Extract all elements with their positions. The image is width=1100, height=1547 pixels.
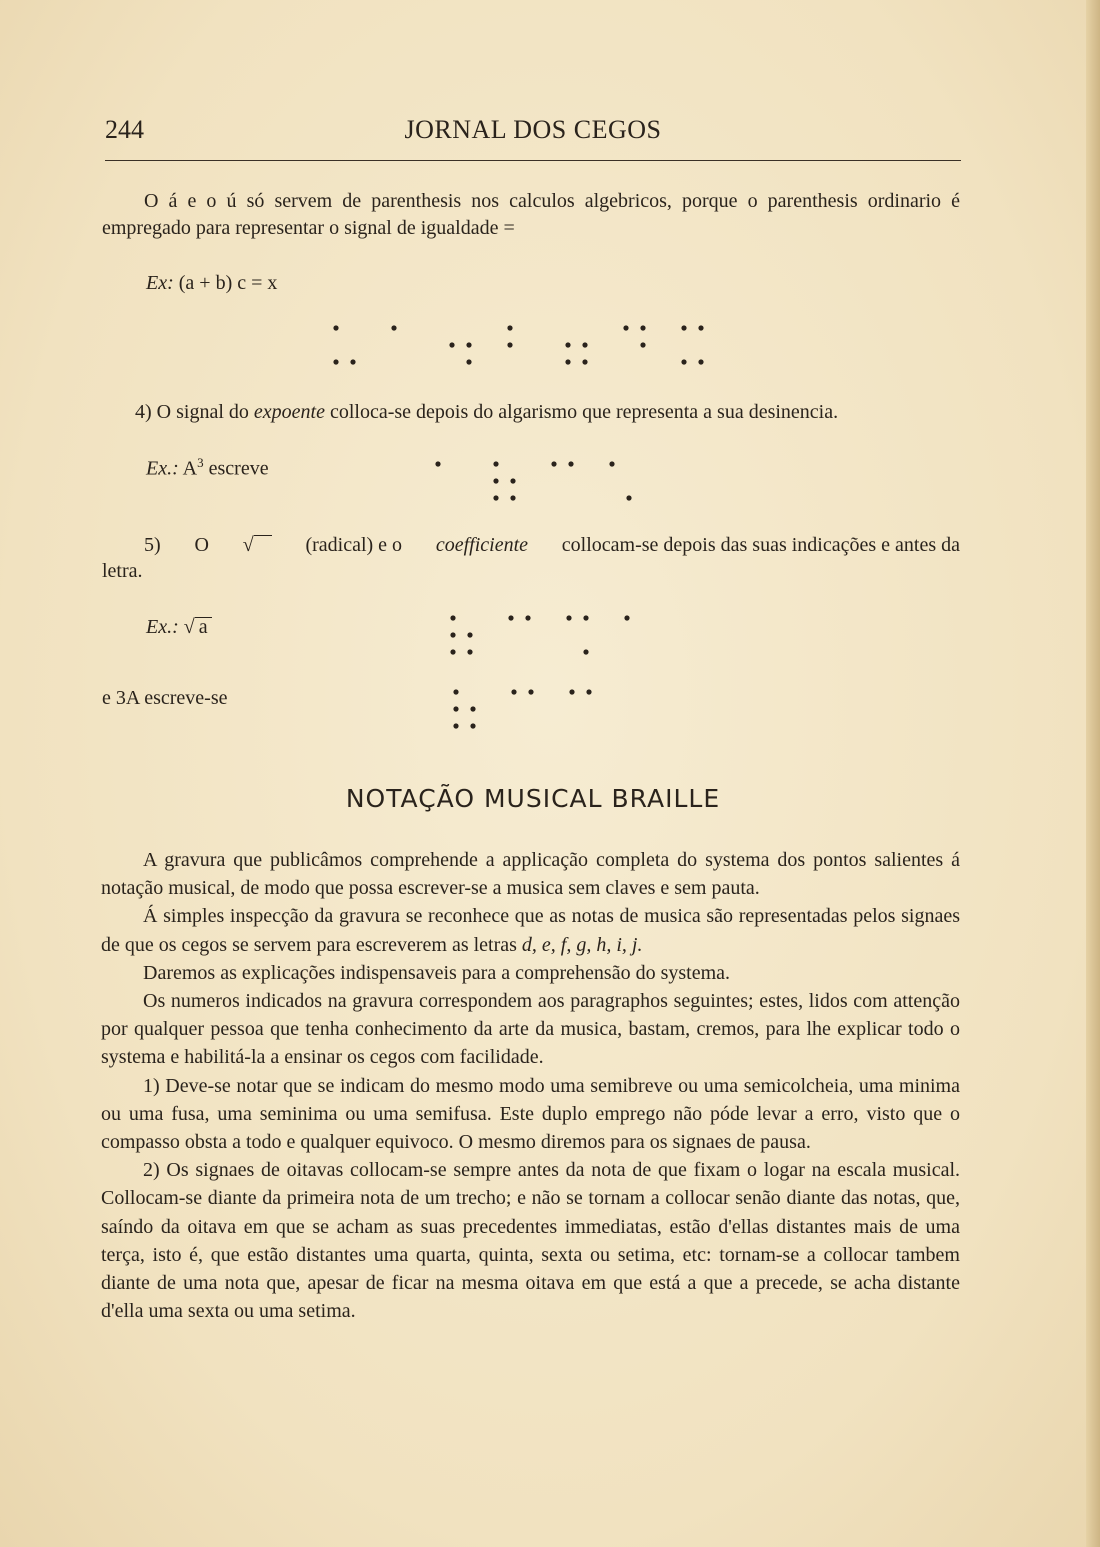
braille-dot: [449, 342, 454, 347]
rule4-line: [135, 401, 838, 424]
example2-verb: escreve: [208, 457, 269, 480]
header-rule: [105, 160, 961, 161]
example1-expression: (a + b) c = x: [178, 272, 278, 294]
braille-example3: [447, 612, 647, 668]
section-paragraph-2: Á simples inspecção da gravura se reconhece que as notas de musica são representadas pelos signaes de que os cegos se servem para escreverem as letras d, e, f, g, h, i, j.: [101, 905, 960, 956]
example3-line: [146, 616, 212, 639]
rule4-emphasis: expoente: [253, 401, 325, 423]
section-paragraph-3: Daremos as explicações indispensaveis para a comprehensão do systema.: [143, 961, 731, 984]
section-body: [101, 846, 960, 1325]
page-number: 244: [105, 115, 144, 144]
braille-dot: [466, 342, 471, 347]
braille-dot: [333, 359, 338, 364]
braille-dot: [435, 461, 440, 466]
braille-dot: [453, 689, 458, 694]
braille-dot: [626, 495, 631, 500]
section-paragraph-6: 2) Os signaes de oitavas collocam-se sempre antes da nota de que fixam o logar na escala musical. Collocam-se diante da primeira nota de um trecho; e não se tornam a collocar senão diante das notas, que, saíndo da oitava em que se acham as suas precedentes immediatas, estão d'ellas distantes mais de uma terça, isto é, que estão distantes uma quarta, quinta, sexta ou setima, etc: tornam-se a collocar tambem diante de uma nota que, apesar de ficar na mesma oitava em que está a que a precede, se acha distante d'ella uma sexta ou uma setima.: [101, 1159, 960, 1323]
braille-example4: [450, 686, 650, 742]
rule4-text-after: colloca-se depois do algarismo que representa a sua desinencia.: [329, 401, 839, 423]
braille-dot: [450, 632, 455, 637]
braille-dot: [333, 325, 338, 330]
braille-dot: [569, 689, 574, 694]
page-header: [105, 115, 961, 151]
journal-title: JORNAL DOS CEGOS: [404, 115, 662, 144]
braille-dot: [493, 495, 498, 500]
braille-dot: [450, 615, 455, 620]
braille-dot: [467, 632, 472, 637]
intro-paragraph: O á e o ú só servem de parenthesis nos calculos algebricos, porque o parenthesis ordinario é empregado para representar o signal de igualdade =: [102, 190, 960, 239]
braille-dot: [511, 689, 516, 694]
example2-line: [146, 455, 269, 481]
braille-example2: [432, 458, 632, 514]
braille-dot: [566, 615, 571, 620]
section-paragraph-4: Os numeros indicados na gravura correspondem aos paragraphos seguintes; estes, lidos com attenção por qualquer pessoa que tenha conhecimento da arte da musica, bastam, cremos, para lhe explicar todo o systema e habilitá-la a ensinar os cegos com facilidade.: [101, 990, 960, 1069]
braille-dot: [623, 325, 628, 330]
braille-dot: [568, 461, 573, 466]
braille-dot: [583, 649, 588, 654]
rule5-text-b: (radical) e o: [305, 534, 403, 556]
example2-base: A: [182, 457, 198, 480]
braille-dot: [624, 615, 629, 620]
braille-example1: [330, 322, 750, 378]
rule5-number: 5): [144, 534, 161, 556]
braille-dot: [681, 325, 686, 330]
rule4-number: 4): [135, 401, 152, 423]
radical-icon: √ a: [184, 616, 212, 639]
braille-dot: [493, 478, 498, 483]
rule5-text-c: collocam-se depois das suas indicações e antes da: [561, 534, 960, 556]
braille-dot: [350, 359, 355, 364]
braille-dot: [466, 359, 471, 364]
section-paragraph-5: 1) Deve-se notar que se indicam do mesmo modo uma semibreve ou uma semicolcheia, uma minima ou uma fusa, uma seminima ou uma semifusa. Este duplo emprego não póde levar a erro, visto que o compasso obsta a todo e qualquer equivoco. O mesmo diremos para os signaes de pausa.: [101, 1074, 960, 1154]
braille-dot: [565, 359, 570, 364]
rule5-text-d: letra.: [102, 560, 143, 582]
page-edge: [1086, 0, 1100, 1547]
braille-dot: [467, 649, 472, 654]
braille-dot: [453, 706, 458, 711]
example1-label: Ex:: [146, 272, 174, 294]
braille-dot: [470, 723, 475, 728]
braille-dot: [551, 461, 556, 466]
braille-dot: [450, 649, 455, 654]
braille-dot: [453, 723, 458, 728]
example4-text: e 3A escreve-se: [102, 687, 228, 709]
rule5-emphasis: coefficiente: [435, 534, 529, 556]
example2-label: Ex.:: [146, 457, 179, 480]
braille-dot: [525, 615, 530, 620]
braille-dot: [586, 689, 591, 694]
example2-superscript: 3: [197, 455, 204, 470]
braille-dot: [681, 359, 686, 364]
braille-dot: [582, 359, 587, 364]
section-paragraph-2-letters: d, e, f, g, h, i, j.: [521, 933, 643, 956]
braille-dot: [510, 478, 515, 483]
braille-dot: [698, 359, 703, 364]
braille-dot: [493, 461, 498, 466]
rule4-text-before: O signal do: [156, 401, 249, 423]
radical-symbol: √: [242, 534, 254, 556]
braille-dot: [470, 706, 475, 711]
braille-dot: [507, 342, 512, 347]
braille-dot: [583, 615, 588, 620]
radical-icon: [243, 534, 272, 557]
braille-dot: [698, 325, 703, 330]
example1-line: [146, 272, 277, 295]
example3-radicand: a: [195, 617, 212, 636]
braille-dot: [565, 342, 570, 347]
braille-dot: [510, 495, 515, 500]
braille-dot: [582, 342, 587, 347]
example3-label: Ex.:: [146, 616, 179, 638]
braille-dot: [508, 615, 513, 620]
section-paragraph-1: A gravura que publicâmos comprehende a applicação completa do systema dos pontos salientes á notação musical, de modo que possa escrever-se a musica sem claves e sem pauta.: [101, 849, 960, 900]
braille-dot: [391, 325, 396, 330]
braille-dot: [609, 461, 614, 466]
braille-dot: [507, 325, 512, 330]
rule5-text-a: O: [194, 534, 209, 556]
rule5-line: [144, 534, 960, 557]
braille-dot: [640, 325, 645, 330]
section-title: NOTAÇÃO MUSICAL BRAILLE: [345, 784, 721, 813]
braille-dot: [640, 342, 645, 347]
braille-dot: [528, 689, 533, 694]
